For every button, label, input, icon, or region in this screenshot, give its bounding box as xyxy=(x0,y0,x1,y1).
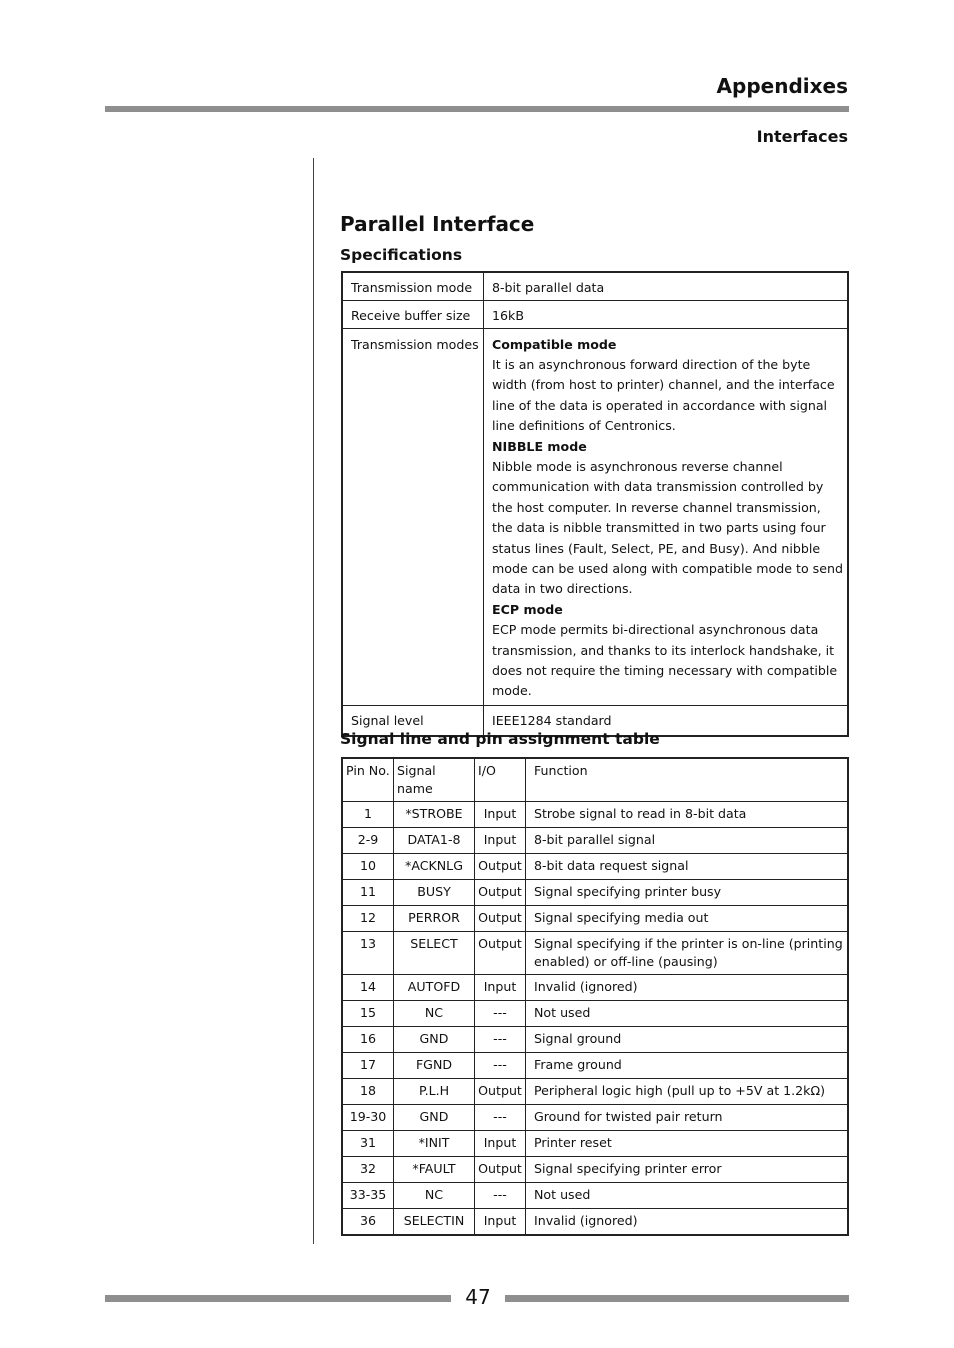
page-header-title: Appendixes xyxy=(716,74,848,98)
signal-name: FGND xyxy=(394,1053,475,1079)
io-direction: Output xyxy=(475,1157,526,1183)
table-row xyxy=(342,975,848,1001)
spec-value: IEEE1284 standard xyxy=(484,705,849,736)
pin-table-heading: Signal line and pin assignment table xyxy=(340,730,660,748)
spec-row xyxy=(342,300,848,328)
io-direction: Output xyxy=(475,1079,526,1105)
specifications-heading: Specifications xyxy=(340,246,463,264)
signal-name: DATA1-8 xyxy=(394,828,475,854)
pin-number: 10 xyxy=(342,854,394,880)
function: Printer reset xyxy=(526,1131,849,1157)
section-title: Parallel Interface xyxy=(340,212,535,236)
signal-name: NC xyxy=(394,1001,475,1027)
page-number: 47 xyxy=(465,1285,491,1309)
function: 8-bit parallel signal xyxy=(526,828,849,854)
pin-number: 19-30 xyxy=(342,1105,394,1131)
function: 8-bit data request signal xyxy=(526,854,849,880)
function: Strobe signal to read in 8-bit data xyxy=(526,802,849,828)
io-direction: --- xyxy=(475,1183,526,1209)
table-row xyxy=(342,1183,848,1209)
function: Signal specifying printer error xyxy=(526,1157,849,1183)
signal-name: GND xyxy=(394,1105,475,1131)
function: Invalid (ignored) xyxy=(526,1209,849,1235)
table-row xyxy=(342,932,848,975)
io-direction: --- xyxy=(475,1053,526,1079)
spec-key: Signal level xyxy=(342,705,484,736)
table-row xyxy=(342,802,848,828)
signal-name: *INIT xyxy=(394,1131,475,1157)
signal-name: *ACKNLG xyxy=(394,854,475,880)
pin-number: 13 xyxy=(342,932,394,975)
table-row xyxy=(342,1079,848,1105)
io-direction: Output xyxy=(475,854,526,880)
io-direction: --- xyxy=(475,1027,526,1053)
function: Signal specifying printer busy xyxy=(526,880,849,906)
pin-number: 16 xyxy=(342,1027,394,1053)
pin-number: 17 xyxy=(342,1053,394,1079)
pin-number: 31 xyxy=(342,1131,394,1157)
table-row xyxy=(342,1053,848,1079)
column-header: I/O xyxy=(475,758,526,802)
pin-number: 11 xyxy=(342,880,394,906)
spec-row xyxy=(342,272,848,300)
table-row xyxy=(342,1105,848,1131)
io-direction: Output xyxy=(475,880,526,906)
function: Peripheral logic high (pull up to +5V at 1.2kΩ) xyxy=(526,1079,849,1105)
specifications-table xyxy=(341,271,849,737)
spec-value: 16kB xyxy=(484,300,849,328)
table-row xyxy=(342,828,848,854)
function: Frame ground xyxy=(526,1053,849,1079)
function: Signal ground xyxy=(526,1027,849,1053)
header-rule xyxy=(105,106,849,112)
mode-description: ECP mode permits bi-directional asynchronous data transmission, and thanks to its interlock handshake, it does not require the timing necessary with compatible mode. xyxy=(492,622,838,699)
pin-number: 1 xyxy=(342,802,394,828)
pin-number: 36 xyxy=(342,1209,394,1235)
io-direction: Output xyxy=(475,906,526,932)
signal-name: P.L.H xyxy=(394,1079,475,1105)
pin-number: 15 xyxy=(342,1001,394,1027)
io-direction: Input xyxy=(475,1209,526,1235)
function: Not used xyxy=(526,1001,849,1027)
signal-name: AUTOFD xyxy=(394,975,475,1001)
mode-name: ECP mode xyxy=(492,601,563,617)
function: Not used xyxy=(526,1183,849,1209)
function: Ground for twisted pair return xyxy=(526,1105,849,1131)
pin-number: 18 xyxy=(342,1079,394,1105)
spec-row xyxy=(342,328,848,705)
signal-name: GND xyxy=(394,1027,475,1053)
spec-key: Receive buffer size xyxy=(342,300,484,328)
spec-key: Transmission modes xyxy=(342,328,484,705)
table-row xyxy=(342,906,848,932)
table-row xyxy=(342,880,848,906)
table-row xyxy=(342,1001,848,1027)
footer-rule-right xyxy=(505,1295,849,1302)
margin-rule xyxy=(313,158,314,1244)
spec-value: 8-bit parallel data xyxy=(484,272,849,300)
io-direction: --- xyxy=(475,1105,526,1131)
pin-table-body xyxy=(342,802,848,1235)
io-direction: Output xyxy=(475,932,526,975)
io-direction: Input xyxy=(475,975,526,1001)
spec-value-modes xyxy=(484,328,849,705)
function: Signal specifying if the printer is on-line (printing enabled) or off-line (pausing) xyxy=(526,932,849,975)
mode-name: NIBBLE mode xyxy=(492,438,587,454)
pin-number: 14 xyxy=(342,975,394,1001)
table-row xyxy=(342,1209,848,1235)
pin-number: 33-35 xyxy=(342,1183,394,1209)
io-direction: Input xyxy=(475,802,526,828)
pin-assignment-table xyxy=(341,757,849,1236)
table-row xyxy=(342,1157,848,1183)
io-direction: Input xyxy=(475,828,526,854)
spec-key: Transmission mode xyxy=(342,272,484,300)
column-header: Signal name xyxy=(394,758,475,802)
table-row xyxy=(342,854,848,880)
signal-name: *STROBE xyxy=(394,802,475,828)
io-direction: --- xyxy=(475,1001,526,1027)
io-direction: Input xyxy=(475,1131,526,1157)
mode-description: Nibble mode is asynchronous reverse channel communication with data transmission controlled by the host computer. In reverse channel transmission, the data is nibble transmitted in two parts using four status lines (Fault, Select, PE, and Busy). And nibble mode can be used along with compatible mode to send data in two directions. xyxy=(492,458,843,597)
column-header: Function xyxy=(526,758,849,802)
pin-number: 2-9 xyxy=(342,828,394,854)
mode-name: Compatible mode xyxy=(492,336,617,352)
table-header-row xyxy=(342,758,848,802)
function: Signal specifying media out xyxy=(526,906,849,932)
pin-number: 32 xyxy=(342,1157,394,1183)
column-header: Pin No. xyxy=(342,758,394,802)
signal-name: PERROR xyxy=(394,906,475,932)
table-row xyxy=(342,1131,848,1157)
signal-name: *FAULT xyxy=(394,1157,475,1183)
table-row xyxy=(342,1027,848,1053)
header-section-label: Interfaces xyxy=(756,127,848,146)
signal-name: NC xyxy=(394,1183,475,1209)
function: Invalid (ignored) xyxy=(526,975,849,1001)
signal-name: SELECT xyxy=(394,932,475,975)
footer-rule-left xyxy=(105,1295,451,1302)
pin-number: 12 xyxy=(342,906,394,932)
mode-description: It is an asynchronous forward direction of the byte width (from host to printer) channel, and the interface line of the data is operated in accordance with signal line definitions of Centronics. xyxy=(492,356,835,434)
signal-name: SELECTIN xyxy=(394,1209,475,1235)
signal-name: BUSY xyxy=(394,880,475,906)
